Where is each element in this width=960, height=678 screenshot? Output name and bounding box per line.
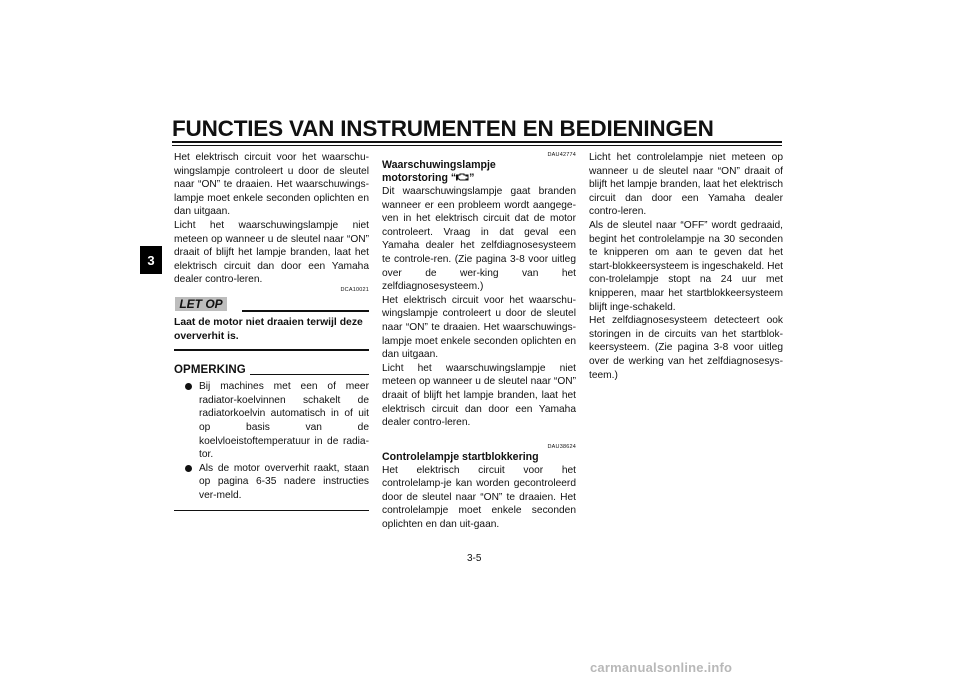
bullet-icon [185, 465, 192, 472]
page-number: 3-5 [467, 553, 482, 564]
paragraph: Licht het waarschuwingslampje niet meteen op wanneer u de sleutel naar “ON” draait of blijft het lampje branden, laat het elektrisch circuit dan door een Yamaha dealer contro-leren. [174, 219, 369, 286]
caution-badge: LET OP [175, 297, 227, 311]
paragraph: Licht het controlelampje niet meteen op wanneer u de sleutel naar “ON” draait of blijft het lampje branden, laat het elektrisch circuit dan door een Yamaha dealer contro-leren. [589, 152, 783, 218]
list-item: Als de motor oververhit raakt, staan op pagina 6-35 nadere instructies ver-meld. [174, 462, 369, 503]
page-title: FUNCTIES VAN INSTRUMENTEN EN BEDIENINGEN [172, 116, 714, 141]
section-code: DAU38624 [547, 443, 576, 450]
note-list [174, 380, 369, 502]
paragraph: Het elektrisch circuit voor het waarschu-wingslampje controleert u door de sleutel naar “ON” te draaien. Het waarschuwings-lampje moet enkele seconden oplichten en dan uitgaan. [174, 152, 369, 218]
note-header [174, 363, 369, 377]
header-rule [172, 141, 782, 143]
paragraph: Licht het waarschuwingslampje niet meteen op wanneer u de sleutel naar “ON” draait of blijft het lampje branden, laat het elektrisch circuit dan door een Yamaha dealer contro-leren. [382, 362, 576, 429]
paragraph: Het elektrisch circuit voor het waarschu-wingslampje controleert u door de sleutel naar “ON” te draaien. Het waarschuwings-lampje moet enkele seconden oplichten en dan uitgaan. [382, 294, 576, 361]
note-rule [250, 374, 369, 375]
caution-code: DCA10021 [340, 286, 369, 293]
paragraph: Als de sleutel naar “OFF” wordt gedraaid, begint het controlelampje na 30 seconden te knipperen om aan te geven dat het start-blokkeersysteem is ingeschakeld. Het con-trolelampje stopt na 24 uur met knipperen, maar het startblokkeersysteem blijft inge-schakeld. [589, 219, 783, 313]
caution-text: Laat de motor niet draaien terwijl deze oververhit is. [174, 316, 363, 342]
note-title: OPMERKING [174, 364, 246, 377]
section-heading: Waarschuwingslampje motorstoring “ ” [382, 159, 496, 184]
column-1 [174, 151, 369, 511]
paragraph: Het elektrisch circuit voor het controlelamp-je kan worden gecontroleerd door de sleutel naar “ON” te draaien. Het controlelampje moet enkele seconden oplichten en dan uit-gaan. [382, 464, 576, 531]
list-item: Bij machines met een of meer radiator-koelvinnen schakelt de radiatorkoelvin automatisch in of uit op basis van de koelvloeistoftemperatuur in de radia-tor. [174, 380, 369, 462]
paragraph: Dit waarschuwingslampje gaat branden wanneer er een probleem wordt aangege-ven in het elektrisch circuit dat de motor controleert. Vraag in dat geval een Yamaha dealer het zelfdiagnosesysteem te controle-ren. (Zie pagina 3-8 voor uitleg over de wer-king van het zelfdiagnosesysteem.) [382, 186, 576, 293]
caution-end-rule [174, 349, 369, 351]
header-rule-thin [172, 145, 782, 146]
note-end-rule [174, 510, 369, 511]
paragraph: Het zelfdiagnosesysteem detecteert ook storingen in de circuits van het startblok-keersysteem. (Zie pagina 3-8 voor uitleg over de werking van het zelfdiagnosesys-teem.) [589, 315, 783, 381]
chapter-tab: 3 [140, 246, 162, 274]
caution-rule [242, 310, 369, 312]
engine-check-icon [456, 172, 469, 182]
section-heading: Controlelampje startblokkering [382, 450, 539, 463]
column-3 [589, 151, 783, 382]
section-code: DAU42774 [547, 152, 576, 158]
column-2 [382, 152, 576, 532]
caution-header [174, 296, 369, 312]
footer-watermark: carmanualsonline.info [590, 660, 733, 675]
bullet-icon [185, 383, 192, 390]
